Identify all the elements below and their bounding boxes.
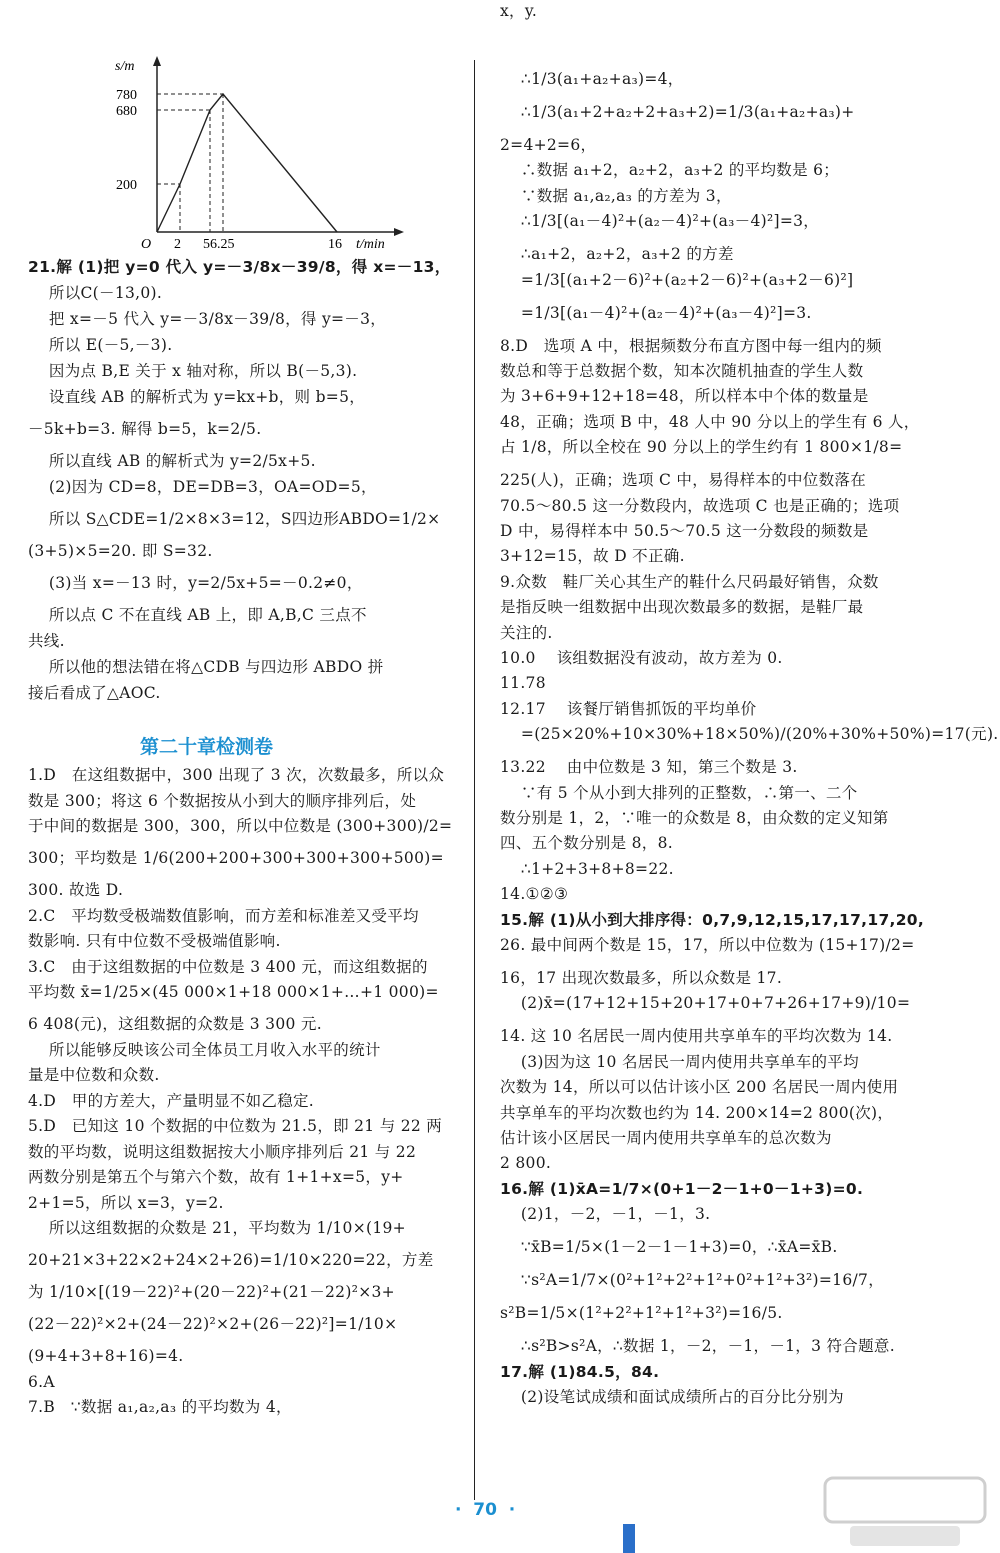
left-text-line: 6 408(元)，这组数据的众数是 3 300 元. [28,1015,322,1033]
right-text-line: 共享单车的平均次数也约为 14. 200×14=2 800(次)， [500,1103,894,1122]
right-text-line: ∴1/3(a₁+2+a₂+2+a₃+2)=1/3(a₁+a₂+a₃)+ [500,103,855,121]
left-text-line: 数的平均数，说明这组数据按大小顺序排列后 21 与 22 [28,1142,417,1161]
y-arrow [153,56,161,66]
right-text-line: ∴a₁+2，a₂+2，a₃+2 的方差 [500,245,734,264]
left-text-line: 所以 E(－5,－3). [28,336,173,354]
right-text-line: ∵数据 a₁,a₂,a₃ 的方差为 3， [500,186,732,205]
left-text-line: 所以这组数据的众数是 21，平均数为 1/10×(19+ [28,1219,406,1237]
left-text-line: 300. 故选 D. [28,881,124,899]
left-text-line: 6.A [28,1372,55,1391]
blue-margin-marker [623,1524,635,1553]
left-text-line: 共线. [28,632,65,650]
left-text-line: 2+1=5，所以 x=3，y=2. [28,1193,224,1212]
right-text-line: 16.解 (1)x̄A=1/7×(0+1－2－1+0－1+3)=0. [500,1179,864,1198]
right-text-line: (2)1，－2，－1，－1，3. [500,1205,711,1224]
right-text-line: 3+12=15，故 D 不正确. [500,547,685,566]
left-text-line: 为 1/10×[(19－22)²+(20－22)²+(21－22)²×3+ [28,1283,395,1301]
right-text-line: ∵有 5 个从小到大排列的正整数，∴第一、二个 [500,783,858,802]
left-text-line: 数是 300；将这 6 个数据按从小到大的顺序排列后，处 [28,791,417,810]
right-text-line: 数总和等于总数据个数，知本次随机抽查的学生人数 [500,362,864,380]
right-text-line: ∴1/3(a₁+a₂+a₃)=4， [500,70,684,88]
right-text-line: 12.17 该餐厅销售抓饭的平均单价 [500,699,757,718]
left-text-line: 1.D 在这组数据中，300 出现了 3 次，次数最多，所以众 [28,766,445,784]
right-text-line: 2 800. [500,1154,552,1173]
column-divider [474,60,475,1500]
y-tick-780: 780 [116,88,137,103]
y-axis-label: s/m [115,59,135,74]
left-text-line: (3)当 x=－13 时，y=2/5x+5=－0.2≠0， [28,574,363,592]
left-text-line: 7.B ∵数据 a₁,a₂,a₃ 的平均数为 4， [28,1398,292,1416]
right-text-line: 是指反映一组数据中出现次数最多的数据，是鞋厂最 [500,598,864,617]
right-text-line: 估计该小区居民一周内使用共享单车的总次数为 [500,1129,832,1147]
left-text-line: (22－22)²×2+(24－22)²×2+(26－22)²]=1/10× [28,1315,398,1333]
page-number-value: 70 [473,1500,497,1520]
left-text-line: 所以直线 AB 的解析式为 y=2/5x+5. [28,452,316,470]
right-text-line: 四、五个数分别是 8，8. [500,834,673,853]
right-text-line: s²B=1/5×(1²+2²+1²+1²+3²)=16/5. [500,1304,783,1323]
right-text-line: 14. 这 10 名居民一周内使用共享单车的平均次数为 14. [500,1027,893,1046]
graph-line [157,94,337,232]
right-text-line: 次数为 14，所以可以估计该小区 200 名居民一周内使用 [500,1078,899,1097]
right-text-line: 占 1/8，所以全校在 90 分以上的学生约有 1 800×1/8= [500,438,903,457]
right-text-line: 14.①②③ [500,885,569,904]
page-number: · 70 · [455,1500,516,1520]
left-text-line: 所以C(－13,0). [28,284,163,302]
right-text-line: D 中，易得样本中 50.5～70.5 这一分数段的频数是 [500,522,869,540]
right-text-line: =1/3[(a₁－4)²+(a₂－4)²+(a₃－4)²]=3. [500,303,812,322]
right-text-line: 26. 最中间两个数是 15，17，所以中位数为 (15+17)/2= [500,936,915,954]
left-text-line: 4.D 甲的方差大，产量明显不如乙稳定. [28,1091,315,1110]
x-tick-2: 2 [174,237,181,252]
left-text-line: 所以 S△CDE=1/2×8×3=12，S四边形ABDO=1/2× [28,510,441,528]
right-text-line: 数分别是 1，2，∵唯一的众数是 8，由众数的定义知第 [500,809,889,827]
x-arrow [394,228,404,236]
origin-label: O [141,237,152,252]
right-text-line: 15.解 (1)从小到大排序得：0,7,9,12,15,17,17,17,20, [500,910,925,929]
right-text-line: x，y. [500,2,538,20]
right-text-line: 关注的. [500,623,553,642]
right-text-line: (2)x̄=(17+12+15+20+17+0+7+26+17+9)/10= [500,994,911,1013]
left-text-line: (3+5)×5=20. 即 S=32. [28,542,213,560]
left-text-line: 21.解 (1)把 y=0 代入 y=－3/8x－39/8，得 x=－13， [28,258,451,276]
right-text-line: (3)因为这 10 名居民一周内使用共享单车的平均 [500,1052,859,1071]
left-text-line: 数影响. 只有中位数不受极端值影响. [28,932,281,950]
left-text-line: 平均数 x̄=1/25×(45 000×1+18 000×1+…+1 000)= [28,983,439,1001]
right-text-line: 9.众数 鞋厂关心其生产的鞋什么尺码最好销售，众数 [500,572,879,591]
y-tick-200: 200 [116,178,137,193]
right-text-line: 13.22 由中位数是 3 知，第三个数是 3. [500,758,798,777]
right-text-line: 225(人)，正确；选项 C 中，易得样本的中位数落在 [500,471,866,490]
left-text-line: 所以他的想法错在将△CDB 与四边形 ABDO 拼 [28,658,384,676]
right-text-line: 17.解 (1)84.5，84. [500,1362,660,1381]
chapter-title: 第二十章检测卷 [140,736,274,758]
right-text-line: ∴s²B>s²A，∴数据 1，－2，－1，－1，3 符合题意. [500,1337,895,1356]
left-text-line: 两数分别是第五个与第六个数，故有 1+1+x=5，y+ [28,1168,404,1186]
right-text-line: ∵s²A=1/7×(0²+1²+2²+1²+0²+1²+3²)=16/7， [500,1271,884,1290]
left-text-line: 把 x=－5 代入 y=－3/8x－39/8，得 y=－3， [28,310,387,328]
right-text-line: ∴1/3[(a₁－4)²+(a₂－4)²+(a₃－4)²]=3， [500,212,820,231]
right-text-line: ∵x̄B=1/5×(1－2－1－1+3)=0，∴x̄A=x̄B. [500,1238,838,1257]
left-text-line: 20+21×3+22×2+24×2+26)=1/10×220=22，方差 [28,1251,434,1269]
right-text-line: 10.0 该组数据没有波动，故方差为 0. [500,649,783,667]
right-text-line: =(25×20%+10×30%+18×50%)/(20%+30%+50%)=17(元). [500,725,999,744]
right-text-line: 2=4+2=6， [500,136,597,154]
right-text-line: 70.5～80.5 这一分数段内，故选项 C 也是正确的；选项 [500,496,900,515]
left-text-line: 于中间的数据是 300，300，所以中位数是 (300+300)/2= [28,817,453,835]
y-tick-680: 680 [116,104,137,119]
left-text-line: 所以能够反映该公司全体员工月收入水平的统计 [28,1040,381,1059]
right-text-line: 为 3+6+9+12+18=48，所以样本中个体的数量是 [500,387,869,406]
right-text-line: =1/3[(a₁+2－6)²+(a₂+2－6)²+(a₃+2－6)²] [500,270,854,289]
left-text-line: 2.C 平均数受极端数值影响，而方差和标准差又受平均 [28,906,419,925]
left-text-line: 量是中位数和众数. [28,1066,160,1084]
left-text-line: (2)因为 CD=8，DE=DB=3，OA=OD=5， [28,478,377,496]
right-text-line: (2)设笔试成绩和面试成绩所占的百分比分别为 [500,1388,844,1406]
left-text-line: (9+4+3+8+16)=4. [28,1347,184,1365]
right-text-line: 48，正确；选项 B 中，48 人中 90 分以上的学生有 6 人， [500,412,920,431]
left-text-line: －5k+b=3. 解得 b=5，k=2/5. [28,420,262,438]
left-text-line: 5.D 已知这 10 个数据的中位数为 21.5，即 21 与 22 两 [28,1117,443,1135]
x-axis-label: t/min [356,237,385,252]
left-text-line: 因为点 B,E 关于 x 轴对称，所以 B(－5,3). [28,362,358,380]
distance-time-graph [110,52,410,252]
left-text-line: 3.C 由于这组数据的中位数是 3 400 元，而这组数据的 [28,957,428,976]
right-text-line: 11.78 [500,674,546,693]
x-tick-56: 56.25 [203,237,235,252]
left-text-line: 所以点 C 不在直线 AB 上，即 A,B,C 三点不 [28,606,367,624]
right-text-line: ∴数据 a₁+2，a₂+2，a₃+2 的平均数是 6； [500,161,840,180]
left-text-line: 设直线 AB 的解析式为 y=kx+b，则 b=5， [28,388,366,406]
x-tick-16: 16 [328,237,342,252]
right-text-line: ∴1+2+3+8+8=22. [500,859,674,878]
watermark-logo [820,1470,990,1550]
left-text-line: 300；平均数是 1/6(200+200+300+300+300+500)= [28,849,444,867]
right-text-line: 16，17 出现次数最多，所以众数是 17. [500,969,783,987]
left-text-line: 接后看成了△AOC. [28,684,161,702]
right-text-line: 8.D 选项 A 中，根据频数分布直方图中每一组内的频 [500,336,882,355]
